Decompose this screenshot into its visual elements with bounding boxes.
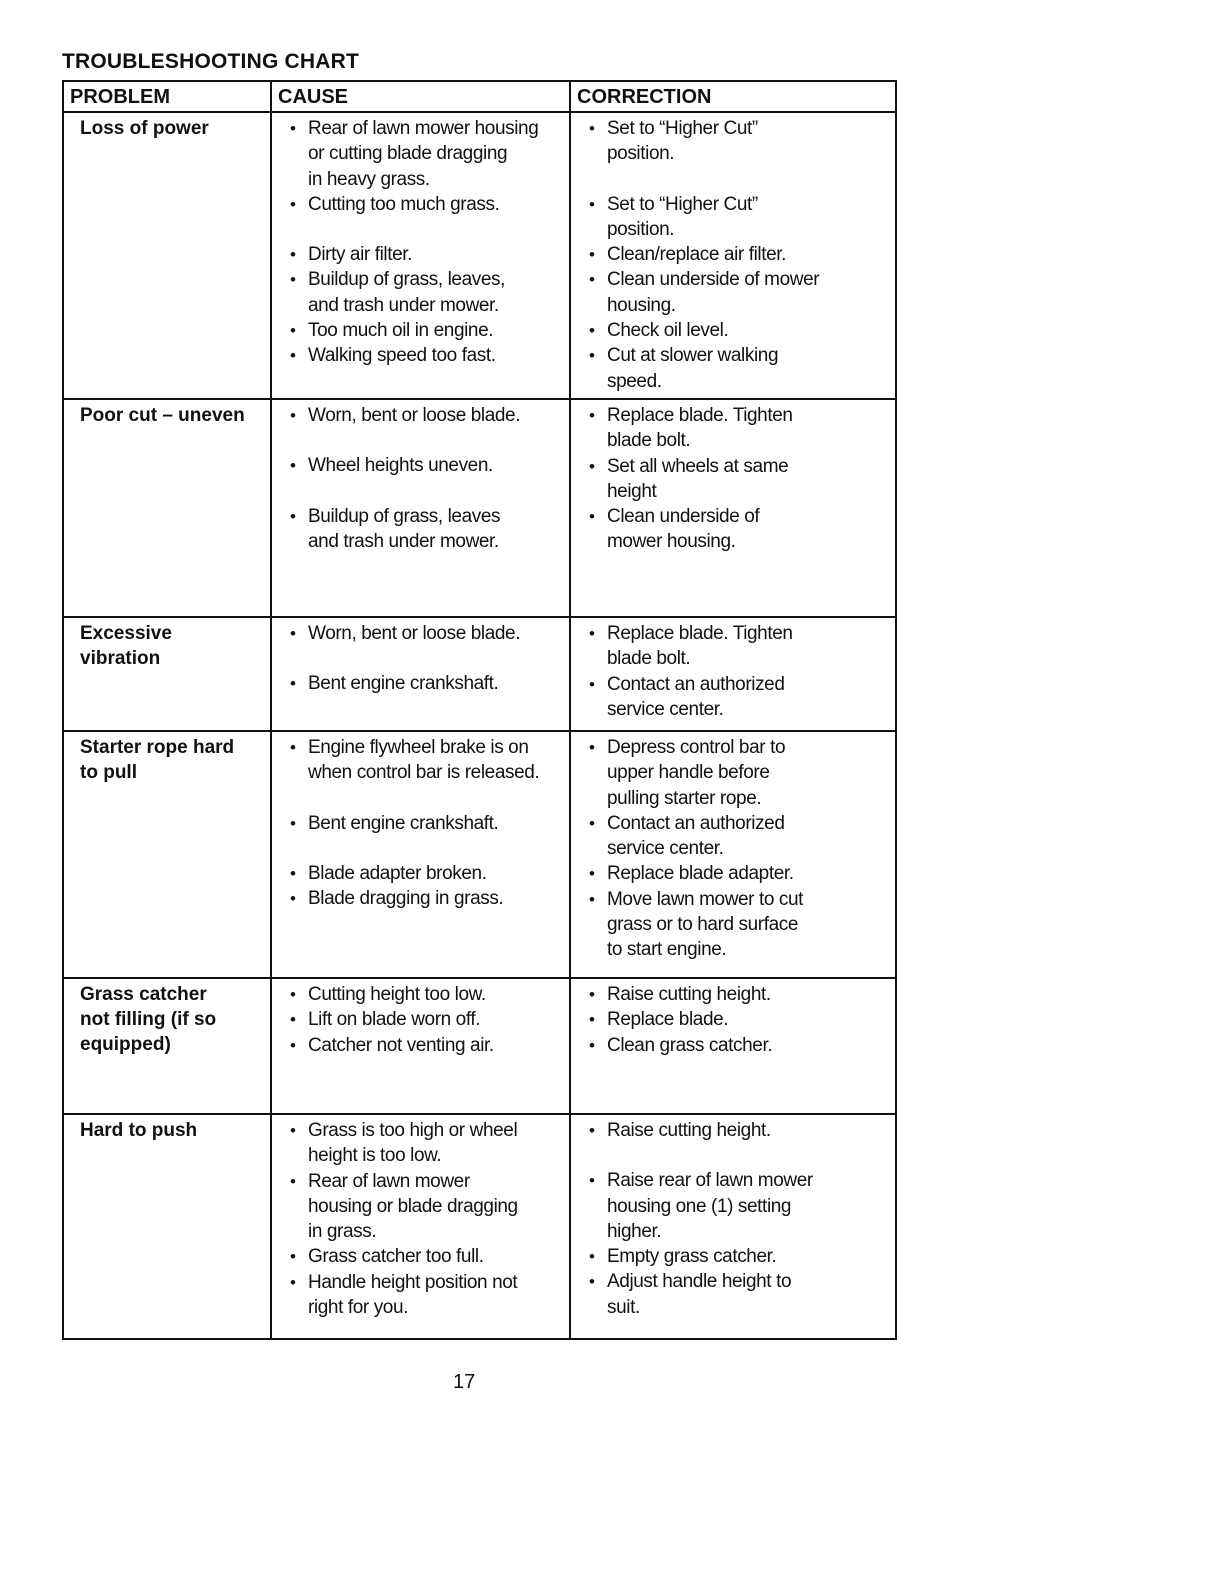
correction-item: • Set all wheels at same height (571, 454, 889, 505)
cause-cell (271, 399, 570, 617)
page-title: TROUBLESHOOTING CHART (62, 50, 360, 73)
cause-item: • Rear of lawn mower housing or cutting blade dragging in heavy grass. (272, 116, 563, 192)
correction-cell (570, 399, 896, 617)
header-problem: PROBLEM (63, 81, 271, 112)
correction-cell (570, 978, 896, 1114)
correction-item: • Replace blade. Tighten blade bolt. (571, 621, 889, 672)
cause-item: • Rear of lawn mower housing or blade dragging in grass. (272, 1169, 563, 1245)
cause-item: • Wheel heights uneven. (272, 453, 563, 478)
cause-item: • Buildup of grass, leaves and trash under mower. (272, 504, 563, 555)
cause-cell (271, 617, 570, 731)
correction-item: • Move lawn mower to cut grass or to hard surface to start engine. (571, 887, 889, 963)
cause-cell (271, 978, 570, 1114)
cause-list (272, 1115, 569, 1320)
cause-item: • Bent engine crankshaft. (272, 811, 563, 836)
row-hard-to-push (63, 1114, 896, 1339)
correction-item: • Check oil level. (571, 318, 889, 343)
cause-cell (271, 1114, 570, 1339)
cause-list (272, 979, 569, 1058)
cause-item: • Handle height position not right for you. (272, 1270, 563, 1321)
header-row (63, 81, 896, 112)
header-correction: CORRECTION (570, 81, 896, 112)
problem-label: Starter rope hard to pull (80, 737, 235, 783)
row-starter-rope (63, 731, 896, 978)
correction-list (571, 400, 895, 555)
cause-item: • Blade dragging in grass. (272, 886, 563, 911)
correction-item: • Replace blade. Tighten blade bolt. (571, 403, 889, 454)
correction-item: • Contact an authorized service center. (571, 672, 889, 723)
correction-item: • Raise cutting height. (571, 1118, 889, 1143)
cause-item: • Dirty air filter. (272, 242, 563, 267)
cause-list (272, 113, 569, 369)
problem-label: Poor cut – uneven (80, 405, 245, 426)
cause-item: • Cutting too much grass. (272, 192, 563, 217)
correction-list (571, 618, 895, 722)
cause-list (272, 732, 569, 911)
header-cause: CAUSE (271, 81, 570, 112)
correction-item: • Cut at slower walking speed. (571, 343, 889, 394)
correction-cell (570, 731, 896, 978)
correction-item: • Clean/replace air filter. (571, 242, 889, 267)
cause-item: • Grass catcher too full. (272, 1244, 563, 1269)
cause-item: • Worn, bent or loose blade. (272, 621, 563, 646)
cause-item: • Too much oil in engine. (272, 318, 563, 343)
correction-item: • Replace blade adapter. (571, 861, 889, 886)
correction-item: • Adjust handle height to suit. (571, 1269, 889, 1320)
cause-item: • Walking speed too fast. (272, 343, 563, 368)
correction-cell (570, 1114, 896, 1339)
problem-label: Excessive vibration (80, 623, 172, 669)
cause-item: • Buildup of grass, leaves, and trash under mower. (272, 267, 563, 318)
cause-item: • Worn, bent or loose blade. (272, 403, 563, 428)
row-poor-cut (63, 399, 896, 617)
page-number: 17 (453, 1371, 476, 1393)
correction-cell (570, 112, 896, 399)
correction-list (571, 732, 895, 963)
problem-cell (63, 399, 271, 617)
problem-cell (63, 112, 271, 399)
correction-list (571, 113, 895, 394)
problem-cell (63, 731, 271, 978)
cause-item: • Bent engine crankshaft. (272, 671, 563, 696)
troubleshooting-table (62, 80, 897, 1340)
correction-item: • Clean underside of mower housing. (571, 267, 889, 318)
row-excessive-vibration (63, 617, 896, 731)
correction-item: • Clean underside of mower housing. (571, 504, 889, 555)
cause-item: • Engine flywheel brake is on when control bar is released. (272, 735, 563, 786)
correction-cell (570, 617, 896, 731)
correction-item: • Set to “Higher Cut” position. (571, 116, 889, 167)
problem-cell (63, 617, 271, 731)
cause-item: • Grass is too high or wheel height is too low. (272, 1118, 563, 1169)
cause-item: • Lift on blade worn off. (272, 1007, 563, 1032)
correction-item: • Empty grass catcher. (571, 1244, 889, 1269)
correction-list (571, 1115, 895, 1320)
cause-item: • Catcher not venting air. (272, 1033, 563, 1058)
correction-item: • Raise cutting height. (571, 982, 889, 1007)
correction-item: • Contact an authorized service center. (571, 811, 889, 862)
cause-cell (271, 731, 570, 978)
cause-list (272, 618, 569, 697)
cause-cell (271, 112, 570, 399)
problem-cell (63, 978, 271, 1114)
correction-item: • Depress control bar to upper handle before pulling starter rope. (571, 735, 889, 811)
correction-item: • Replace blade. (571, 1007, 889, 1032)
correction-item: • Clean grass catcher. (571, 1033, 889, 1058)
cause-list (272, 400, 569, 554)
problem-label: Grass catcher not filling (if so equipped) (80, 984, 217, 1055)
cause-item: • Cutting height too low. (272, 982, 563, 1007)
cause-item: • Blade adapter broken. (272, 861, 563, 886)
correction-item: • Raise rear of lawn mower housing one (1) setting higher. (571, 1168, 889, 1244)
correction-list (571, 979, 895, 1058)
problem-label: Hard to push (80, 1120, 198, 1141)
problem-label: Loss of power (80, 118, 209, 139)
row-loss-of-power (63, 112, 896, 399)
row-grass-catcher (63, 978, 896, 1114)
problem-cell (63, 1114, 271, 1339)
correction-item: • Set to “Higher Cut” position. (571, 192, 889, 243)
